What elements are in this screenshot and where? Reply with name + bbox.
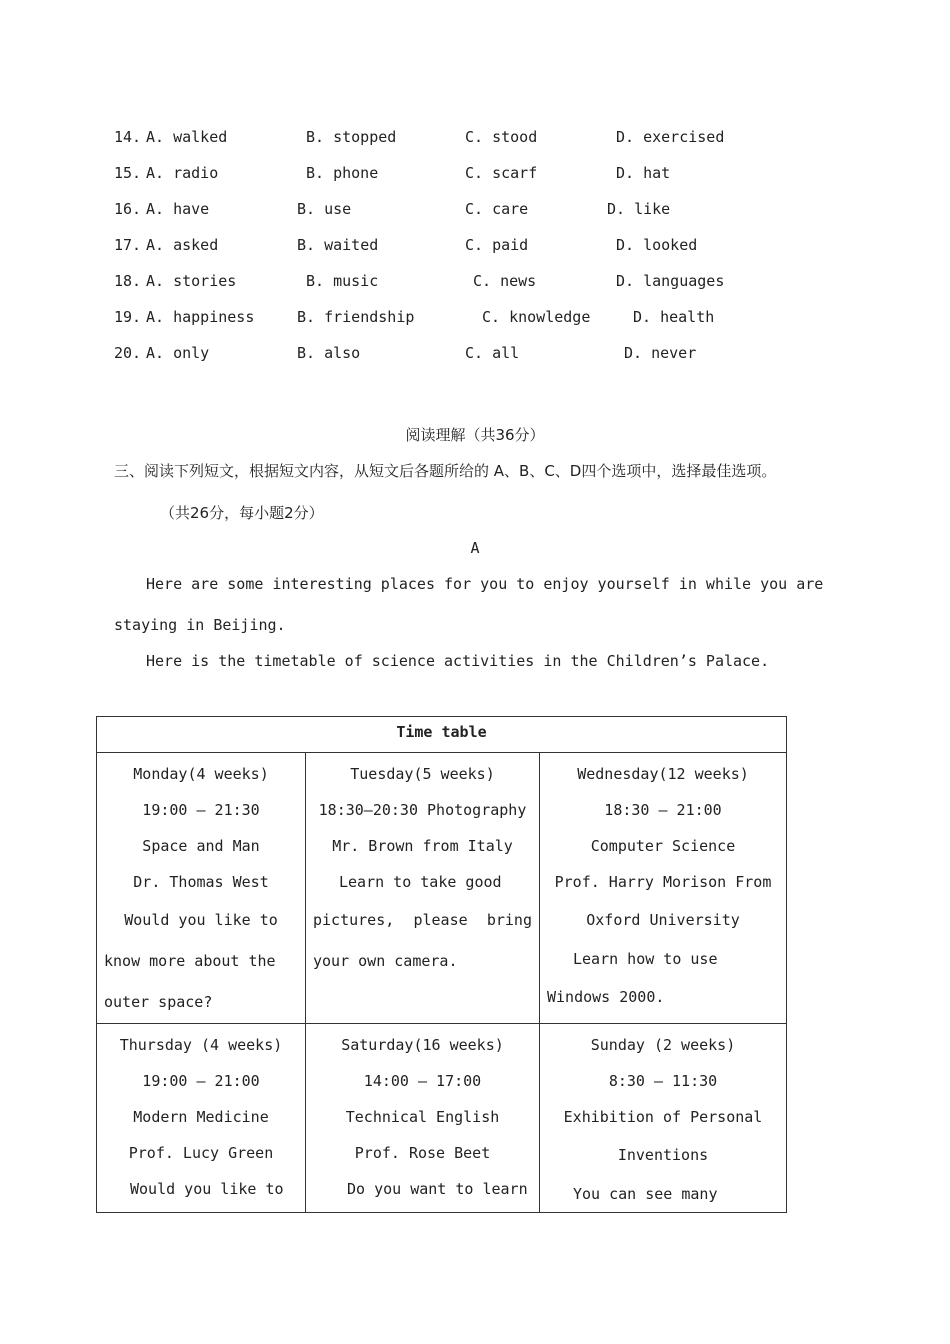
option-c: C. knowledge xyxy=(482,308,591,326)
cell-description: outer space? xyxy=(104,993,213,1011)
timetable-cell-thursday xyxy=(97,1024,306,1213)
section-scoring: （共26分，每小题2分） xyxy=(160,504,324,522)
cell-description: Windows 2000. xyxy=(547,988,665,1006)
option-b: B. also xyxy=(297,344,361,362)
question-number: 14. xyxy=(114,128,142,146)
timetable-header-row xyxy=(97,717,787,753)
option-d: D. health xyxy=(633,308,715,326)
question-number: 18. xyxy=(114,272,142,290)
passage-paragraph-1-line-2: staying in Beijing. xyxy=(114,616,286,634)
option-a: A. radio xyxy=(146,164,219,182)
cell-day: Monday(4 weeks) xyxy=(133,765,269,783)
cell-time: 19:00 — 21:00 xyxy=(142,1072,260,1090)
option-c: C. all xyxy=(465,344,520,362)
cell-teacher: Prof. Harry Morison From xyxy=(554,873,772,891)
option-c: C. news xyxy=(473,272,537,290)
cell-description: Learn to take good xyxy=(339,873,502,891)
cell-time: 8:30 — 11:30 xyxy=(608,1072,718,1090)
option-b: B. use xyxy=(297,200,352,218)
cell-description: Would you like to xyxy=(124,911,278,929)
option-a: A. only xyxy=(146,344,210,362)
option-a: A. walked xyxy=(146,128,228,146)
option-row-17 xyxy=(0,236,950,256)
option-b: B. friendship xyxy=(297,308,415,326)
section-title: 阅读理解（共36分） xyxy=(405,426,545,444)
cell-time: 18:30 — 21:00 xyxy=(604,801,722,819)
option-b: B. stopped xyxy=(306,128,397,146)
cell-subject: Computer Science xyxy=(590,837,736,855)
cell-description: Would you like to xyxy=(130,1180,284,1198)
timetable-title: Time table xyxy=(97,717,787,753)
question-number: 20. xyxy=(114,344,142,362)
cell-day: Sunday (2 weeks) xyxy=(590,1036,736,1054)
timetable xyxy=(96,716,787,1213)
option-b: B. phone xyxy=(306,164,379,182)
option-row-20 xyxy=(0,344,950,364)
cell-teacher: Dr. Thomas West xyxy=(133,873,269,891)
cell-subject: Exhibition of Personal xyxy=(563,1108,763,1126)
timetable-row xyxy=(97,753,787,1024)
question-number: 19. xyxy=(114,308,142,326)
cell-subject: Modern Medicine xyxy=(133,1108,269,1126)
option-row-15 xyxy=(0,164,950,184)
option-c: C. stood xyxy=(465,128,538,146)
option-row-19 xyxy=(0,308,950,328)
timetable-cell-saturday xyxy=(306,1024,540,1213)
option-a: A. asked xyxy=(146,236,219,254)
option-a: A. stories xyxy=(146,272,237,290)
timetable-cell-wednesday xyxy=(540,753,787,1024)
option-d: D. languages xyxy=(616,272,725,290)
cell-time: 14:00 — 17:00 xyxy=(363,1072,482,1090)
option-d: D. looked xyxy=(616,236,698,254)
option-row-18 xyxy=(0,272,950,292)
option-a: A. happiness xyxy=(146,308,255,326)
cell-description: your own camera. xyxy=(313,952,458,970)
cell-description: You can see many xyxy=(573,1185,718,1203)
question-number: 17. xyxy=(114,236,142,254)
cell-subject: Technical English xyxy=(345,1108,500,1126)
timetable-cell-sunday xyxy=(540,1024,787,1213)
option-c: C. care xyxy=(465,200,529,218)
option-d: D. never xyxy=(624,344,697,362)
option-b: B. music xyxy=(306,272,379,290)
section-instruction: 三、阅读下列短文，根据短文内容，从短文后各题所给的 A、B、C、D四个选项中，选择最佳选项。 xyxy=(114,462,777,480)
option-b: B. waited xyxy=(297,236,379,254)
cell-day: Wednesday(12 weeks) xyxy=(577,765,749,783)
option-c: C. paid xyxy=(465,236,529,254)
cell-time: 19:00 — 21:30 xyxy=(142,801,260,819)
cell-teacher: Oxford University xyxy=(586,911,740,929)
passage-paragraph-1-line-1: Here are some interesting places for you to enjoy yourself in while you are xyxy=(146,575,824,593)
cell-day: Thursday (4 weeks) xyxy=(119,1036,283,1054)
passage-label: A xyxy=(470,539,480,557)
cell-time: 18:30—20:30 Photography xyxy=(318,801,527,819)
cell-subject: Inventions xyxy=(617,1146,709,1164)
timetable-row xyxy=(97,1024,787,1213)
option-row-14 xyxy=(0,128,950,148)
cell-subject: Space and Man xyxy=(142,837,260,855)
cell-teacher: Mr. Brown from Italy xyxy=(332,837,513,855)
cell-teacher: Prof. Rose Beet xyxy=(354,1144,491,1162)
option-row-16 xyxy=(0,200,950,220)
option-d: D. exercised xyxy=(616,128,725,146)
question-number: 15. xyxy=(114,164,142,182)
cell-description: Do you want to learn xyxy=(347,1180,528,1198)
cell-day: Saturday(16 weeks) xyxy=(341,1036,504,1054)
cell-description: pictures, please bring xyxy=(313,911,532,929)
option-a: A. have xyxy=(146,200,210,218)
option-c: C. scarf xyxy=(465,164,538,182)
option-d: D. hat xyxy=(616,164,671,182)
passage-paragraph-2: Here is the timetable of science activities in the Children’s Palace. xyxy=(146,652,770,670)
cell-day: Tuesday(5 weeks) xyxy=(350,765,495,783)
cell-teacher: Prof. Lucy Green xyxy=(128,1144,274,1162)
timetable-cell-monday xyxy=(97,753,306,1024)
question-number: 16. xyxy=(114,200,142,218)
cell-description: Learn how to use xyxy=(573,950,718,968)
timetable-cell-tuesday xyxy=(306,753,540,1024)
cell-description: know more about the xyxy=(104,952,276,970)
option-d: D. like xyxy=(607,200,671,218)
